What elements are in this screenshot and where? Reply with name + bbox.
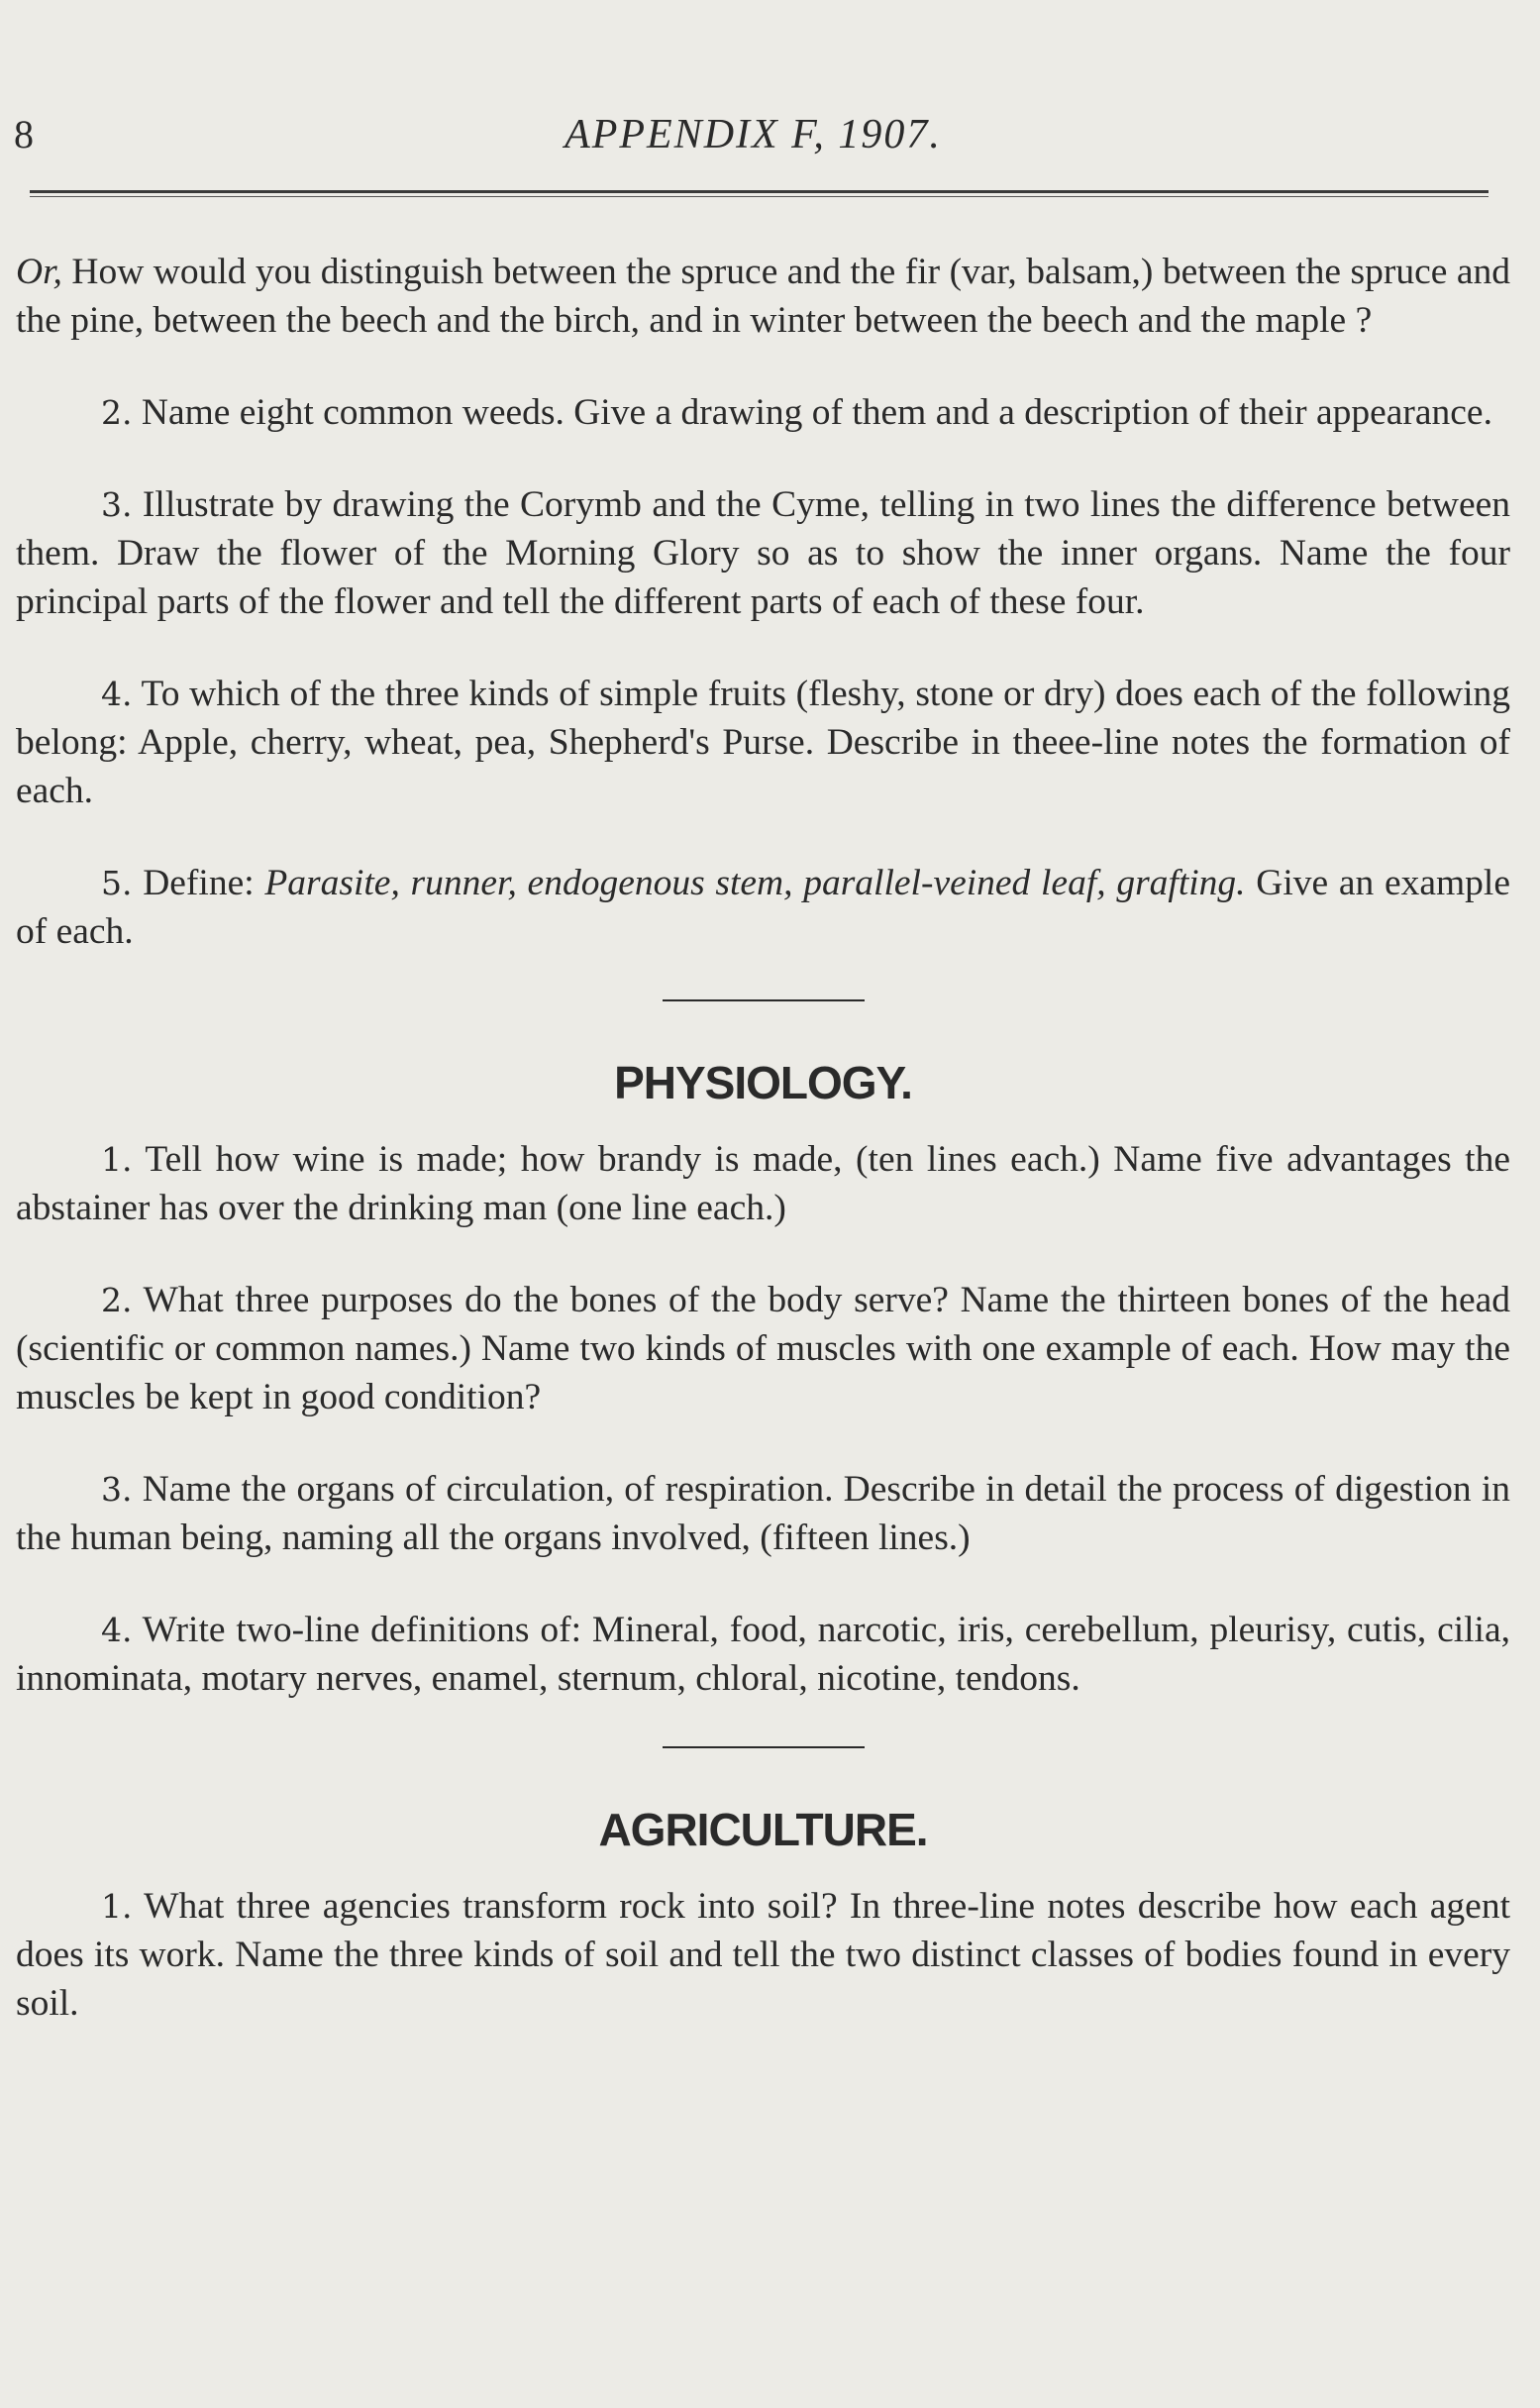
or-prefix: Or, xyxy=(16,252,62,292)
question-number: 1. xyxy=(101,1140,133,1179)
physiology-question-4 xyxy=(16,1606,1510,1703)
question-text: Tell how wine is made; how brandy is made, (ten lines each.) Name five advantages the abstainer has over the drinking man (one line each.) xyxy=(16,1139,1510,1228)
question-text: Write two-line definitions of: Mineral, food, narcotic, iris, cerebellum, pleurisy, cutis, cilia, innominata, motary nerves, enamel, sternum, chloral, nicotine, tendons. xyxy=(16,1610,1510,1699)
botany-question-2 xyxy=(16,388,1510,437)
question-lead: Define: xyxy=(132,863,265,903)
running-title: APPENDIX F, 1907. xyxy=(565,112,942,157)
physiology-question-2 xyxy=(16,1276,1510,1421)
question-number: 5. xyxy=(101,864,133,902)
physiology-question-3 xyxy=(16,1465,1510,1562)
agriculture-question-1 xyxy=(16,1882,1510,2028)
header-rule xyxy=(30,190,1489,197)
botany-question-4 xyxy=(16,670,1510,815)
question-number: 4. xyxy=(101,1611,133,1649)
or-question-text: How would you distinguish between the spruce and the fir (var, balsam,) between the spruce and the pine, between the beech and the birch, and in winter between the beech and the maple ? xyxy=(16,252,1510,341)
body-text xyxy=(16,248,1510,2071)
question-number: 1. xyxy=(101,1887,133,1926)
page-header xyxy=(14,111,1492,170)
question-text: Illustrate by drawing the Corymb and the Cyme, telling in two lines the difference between them. Draw the flower of the Morning Glory so as to show the inner organs. Name the four principal parts of the flower and tell the different parts of each of these four. xyxy=(16,484,1510,622)
physiology-question-1 xyxy=(16,1135,1510,1232)
question-number: 2. xyxy=(101,393,133,432)
question-tail: Give an example of each. xyxy=(16,863,1510,952)
section-divider xyxy=(663,999,865,1001)
botany-or-question xyxy=(16,248,1510,345)
question-text: Name eight common weeds. Give a drawing of them and a description of their appearance. xyxy=(132,392,1492,433)
physiology-heading: PHYSIOLOGY. xyxy=(614,1057,912,1108)
botany-question-5 xyxy=(16,859,1510,956)
page-number: 8 xyxy=(14,112,34,157)
question-text: What three agencies transform rock into soil? In three-line notes describe how each agent does its work. Name the three kinds of soil and tell the two distinct classes of bodies found in every soil. xyxy=(16,1886,1510,2024)
question-text: To which of the three kinds of simple fruits (fleshy, stone or dry) does each of the following belong: Apple, cherry, wheat, pea, Shepherd's Purse. Describe in theee-line notes the formation of each. xyxy=(16,674,1510,811)
defined-terms: Parasite, runner, endogenous stem, parallel-veined leaf, grafting. xyxy=(264,863,1246,903)
agriculture-heading: AGRICULTURE. xyxy=(598,1804,928,1855)
question-number: 3. xyxy=(101,485,133,524)
question-text: Name the organs of circulation, of respiration. Describe in detail the process of digestion in the human being, naming all the organs involved, (fifteen lines.) xyxy=(16,1469,1510,1558)
question-number: 3. xyxy=(101,1470,133,1509)
question-text: What three purposes do the bones of the body serve? Name the thirteen bones of the head (scientific or common names.) Name two kinds of muscles with one example of each. How may the muscles be kept in good condition? xyxy=(16,1280,1510,1417)
botany-question-3 xyxy=(16,480,1510,626)
question-number: 4. xyxy=(101,675,133,713)
section-divider xyxy=(663,1746,865,1748)
question-number: 2. xyxy=(101,1281,133,1319)
